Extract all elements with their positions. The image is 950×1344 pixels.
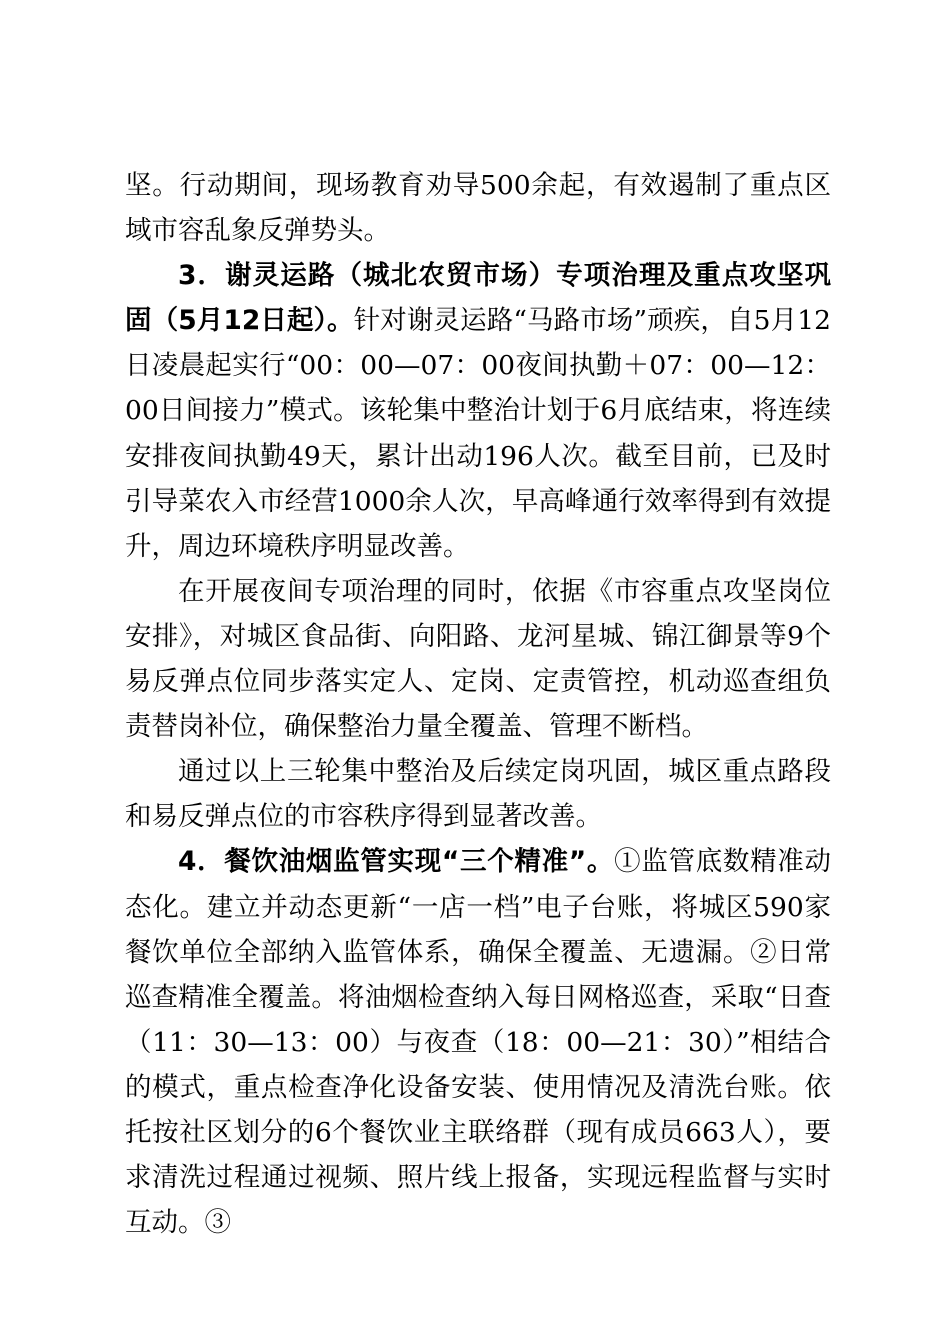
paragraph-night-governance bbox=[125, 569, 831, 749]
document-body bbox=[125, 163, 831, 1245]
paragraph-text: 针对谢灵运路“马路市场”顽疾，自5月12日凌晨起实行“00：00—07：00夜间执勤＋07：00—12：00日间接力”模式。该轮集中整治计划于6月底结束，将连续安排夜间执勤49天，累计出动196人次。截至目前，已及时引导菜农入市经营1000余人次，早高峰通行效率得到有效提升，周边环境秩序明显改善。 bbox=[125, 305, 831, 562]
paragraph-text: 坚。行动期间，现场教育劝导500余起，有效遏制了重点区域市容乱象反弹势头。 bbox=[125, 170, 831, 247]
paragraph-summary bbox=[125, 749, 831, 839]
paragraph-text: 通过以上三轮集中整治及后续定岗巩固，城区重点路段和易反弹点位的市容秩序得到显著改善。 bbox=[125, 756, 831, 833]
paragraph-text: ①监管底数精准动态化。建立并动态更新“一店一档”电子台账，将城区590家餐饮单位全部纳入监管体系，确保全覆盖、无遗漏。②日常巡查精准全覆盖。将油烟检查纳入每日网格巡查，采取“日查（11：30—13：00）与夜查（18：00—21：30）”相结合的模式，重点检查净化设备安装、使用情况及清洗台账。依托按社区划分的6个餐饮业主联络群（现有成员663人），要求清洗过程通过视频、照片线上报备，实现远程监督与实时互动。③ bbox=[125, 846, 832, 1239]
paragraph-continuation bbox=[125, 163, 831, 253]
paragraph-text: 在开展夜间专项治理的同时，依据《市容重点攻坚岗位安排》，对城区食品街、向阳路、龙河星城、锦江御景等9个易反弹点位同步落实定人、定岗、定责管控，机动巡查组负责替岗补位，确保整治力量全覆盖、管理不断档。 bbox=[125, 575, 831, 743]
section-4-heading: 4．餐饮油烟监管实现“三个精准”。 bbox=[178, 846, 615, 878]
section-3-heading: 3．谢灵运路（城北农贸市场）专项治理及重点攻坚巩固（5月12日起）。 bbox=[125, 260, 831, 337]
paragraph-section-4 bbox=[125, 839, 831, 1245]
paragraph-section-3 bbox=[125, 253, 831, 569]
